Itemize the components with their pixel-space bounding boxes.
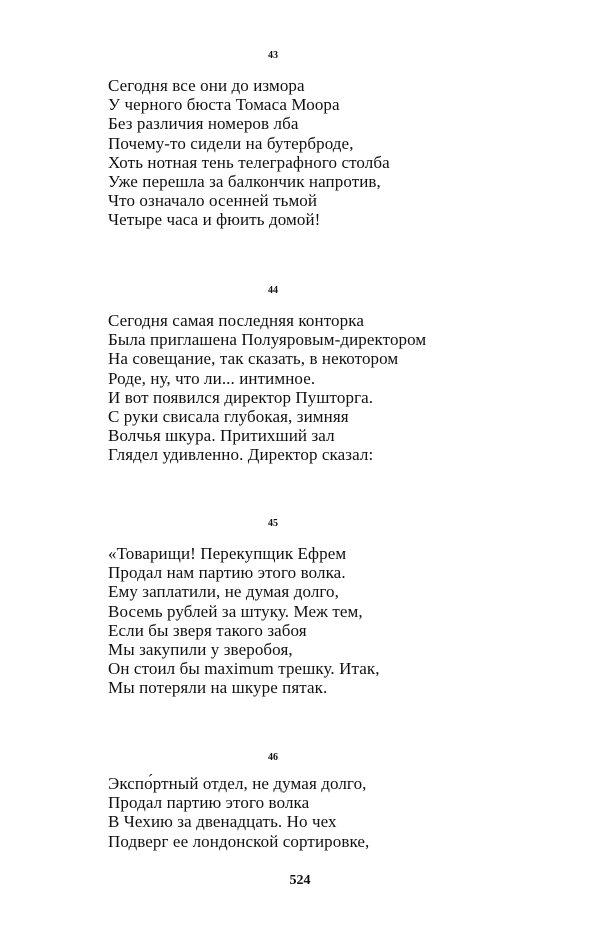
verse <box>108 311 426 465</box>
verse-line: Продал партию этого волка <box>108 793 310 813</box>
verse-line: Глядел удивленно. Директор сказал: <box>108 445 374 465</box>
verse-line: Хоть нотная тень телеграфного столба <box>108 152 390 172</box>
verse-line: Если бы зверя такого забоя <box>108 620 307 640</box>
verse-line: С руки свисала глубокая, зимняя <box>108 407 349 427</box>
verse <box>108 76 390 230</box>
verse-line: Он стоил бы maximum трешку. Итак, <box>108 659 380 679</box>
stanza-number: 43 <box>268 50 278 61</box>
verse-line: Сегодня все они до измора <box>108 76 305 95</box>
verse-line: «Товарищи! Перекупщик Ефрем <box>108 544 347 563</box>
stanza-number: 44 <box>268 285 278 296</box>
verse-line: В Чехию за двенадцать. Но чех <box>108 812 337 832</box>
verse-line: Роде, ну, что ли... интимное. <box>108 368 316 388</box>
verse-line: На совещание, так сказать, в некотором <box>108 349 399 369</box>
verse-line: Что означало осенней тьмой <box>108 191 318 211</box>
verse-line: Была приглашена Полуяровым-директором <box>108 330 427 350</box>
verse-line: Без различия номеров лба <box>108 114 299 134</box>
verse-line: Восемь рублей за штуку. Меж тем, <box>108 601 363 621</box>
verse-line: Продал нам партию этого волка. <box>108 563 346 583</box>
verse-line: Сегодня самая последняя конторка <box>108 311 364 330</box>
verse-line: Четыре часа и фюить домой! <box>108 210 321 230</box>
page-number: 524 <box>289 873 311 888</box>
verse <box>108 544 380 698</box>
verse-line: Почему-то сидели на бутерброде, <box>108 133 354 153</box>
verse-line: И вот появился директор Пушторга. <box>108 387 374 407</box>
verse-line: Мы потеряли на шкуре пятак. <box>108 678 328 698</box>
verse-line: Мы закупили у зверобоя, <box>108 640 293 660</box>
verse-line: Уже перешла за балкончик напротив, <box>108 172 381 192</box>
stanza-number: 46 <box>268 752 278 763</box>
verse <box>108 774 369 851</box>
verse-line: Экспо́ртный отдел, не думая долго, <box>108 774 367 793</box>
verse-line: Ему заплатили, не думая долго, <box>108 582 340 602</box>
stanza-number: 45 <box>268 518 278 529</box>
verse-line: Подверг ее лондонской сортировке, <box>108 831 370 851</box>
verse-line: Волчья шкура. Притихший зал <box>108 426 335 446</box>
verse-line: У черного бюста Томаса Моора <box>108 95 340 115</box>
